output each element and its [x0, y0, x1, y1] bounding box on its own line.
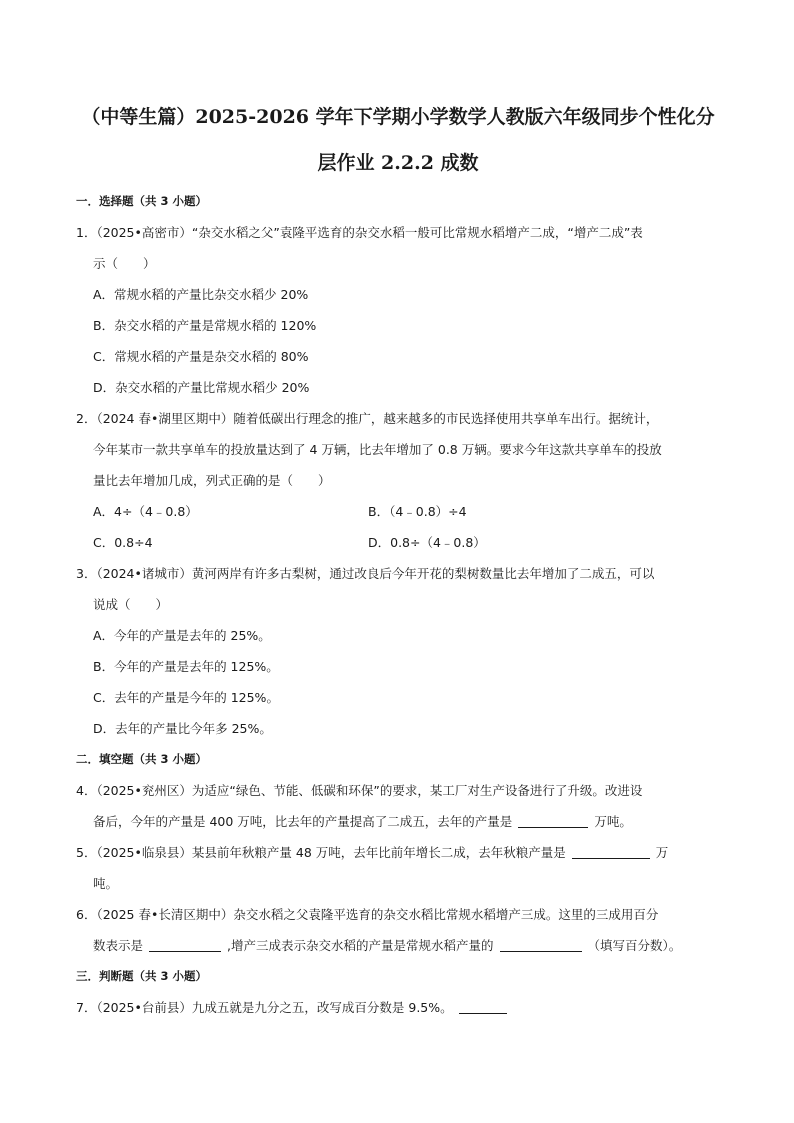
question-1-stem-line-1: 1．（2025•高密市）“杂交水稻之父”袁隆平选育的杂交水稻一般可比常规水稻增产二成，“增产二成”表 [76, 225, 643, 240]
question-4-stem-line-1: 4．（2025•兖州区）为适应“绿色、节能、低碳和环保”的要求，某工厂对生产设备进行了升级。改进设 [76, 783, 643, 798]
question-6-stem-line-1: 6．（2025 春•长清区期中）杂交水稻之父袁隆平选育的杂交水稻比常规水稻增产三成。这里的三成用百分 [76, 907, 659, 922]
section-heading-true-false: 三．判断题（共 3 小题） [76, 969, 208, 983]
question-3-stem-line-1: 3．（2024•诸城市）黄河两岸有许多古梨树，通过改良后今年开花的梨树数量比去年增加了二成五，可以 [76, 566, 655, 581]
question-2-option-b: B．（4﹣0.8）÷4 [368, 504, 467, 519]
question-2-option-d: D．0.8÷（4﹣0.8） [368, 535, 486, 550]
question-2-options-row-2 [76, 527, 734, 558]
question-4 [76, 775, 734, 837]
question-5-stem-line-2: 吨。 [93, 876, 119, 891]
question-4-stem-line-2 [76, 806, 734, 837]
question-3-stem-line-2: 说成（ ） [93, 597, 169, 612]
question-6 [76, 899, 734, 961]
question-4-text-after-blank: 万吨。 [594, 814, 632, 829]
question-7-text-before-blank: 7．（2025•台前县）九成五就是九分之五，改写成百分数是 9.5%。 [76, 1000, 453, 1015]
page-title [62, 94, 734, 186]
question-1-stem-line-2: 示（ ） [93, 256, 156, 271]
question-5 [76, 837, 734, 899]
question-6-text-after-blank-2: （填写百分数）。 [587, 938, 682, 953]
question-5-text-after-blank: 万 [655, 845, 669, 860]
question-1 [76, 217, 734, 403]
question-6-text-before-blank-1: 数表示是 [93, 938, 144, 953]
question-2-option-c: C．0.8÷4 [93, 535, 153, 550]
question-6-text-between-blanks: ,增产三成表示杂交水稻的产量是常规水稻产量的 [227, 938, 494, 953]
question-2-option-a: A．4÷（4﹣0.8） [93, 504, 198, 519]
question-7 [76, 992, 734, 1023]
question-4-text-before-blank: 备后，今年的产量是 400 万吨，比去年的产量提高了二成五，去年的产量是 [93, 814, 513, 829]
question-2-stem-line-1: 2．（2024 春•湖里区期中）随着低碳出行理念的推广，越来越多的市民选择使用共享单车出行。据统计， [76, 411, 659, 426]
question-3-option-c: C．去年的产量是今年的 125%。 [93, 690, 279, 705]
question-7-stem-line-1 [76, 992, 734, 1023]
question-5-stem-line-1 [76, 837, 734, 868]
title-line-1: （中等生篇）2025-2026 学年下学期小学数学人教版六年级同步个性化分 [81, 106, 715, 128]
section-heading-fill-in: 二．填空题（共 3 小题） [76, 752, 208, 766]
question-6-answer-blank-1[interactable] [149, 937, 221, 952]
question-2-options-row-1 [76, 496, 734, 527]
question-2-stem-line-3: 量比去年增加几成，列式正确的是（ ） [93, 473, 331, 488]
question-1-option-a: A．常规水稻的产量比杂交水稻少 20% [93, 287, 309, 302]
question-3-option-d: D．去年的产量比今年多 25%。 [93, 721, 272, 736]
question-5-answer-blank[interactable] [572, 844, 650, 859]
question-3-option-a: A．今年的产量是去年的 25%。 [93, 628, 271, 643]
question-3-option-b: B．今年的产量是去年的 125%。 [93, 659, 279, 674]
question-6-answer-blank-2[interactable] [500, 937, 582, 952]
question-4-answer-blank[interactable] [518, 813, 588, 828]
question-5-text-before-blank: 5．（2025•临泉县）某县前年秋粮产量 48 万吨，去年比前年增长二成，去年秋粮产量是 [76, 845, 566, 860]
question-3 [76, 558, 734, 744]
question-1-option-d: D．杂交水稻的产量比常规水稻少 20% [93, 380, 310, 395]
question-1-option-c: C．常规水稻的产量是杂交水稻的 80% [93, 349, 309, 364]
question-1-option-b: B．杂交水稻的产量是常规水稻的 120% [93, 318, 317, 333]
section-heading-choice: 一．选择题（共 3 小题） [76, 194, 208, 208]
title-line-2: 层作业 2.2.2 成数 [317, 152, 479, 174]
question-7-answer-blank[interactable] [459, 999, 507, 1014]
question-2-stem-line-2: 今年某市一款共享单车的投放量达到了 4 万辆，比去年增加了 0.8 万辆。要求今年这款共享单车的投放 [93, 442, 662, 457]
question-6-stem-line-2 [76, 930, 734, 961]
question-2 [76, 403, 734, 558]
